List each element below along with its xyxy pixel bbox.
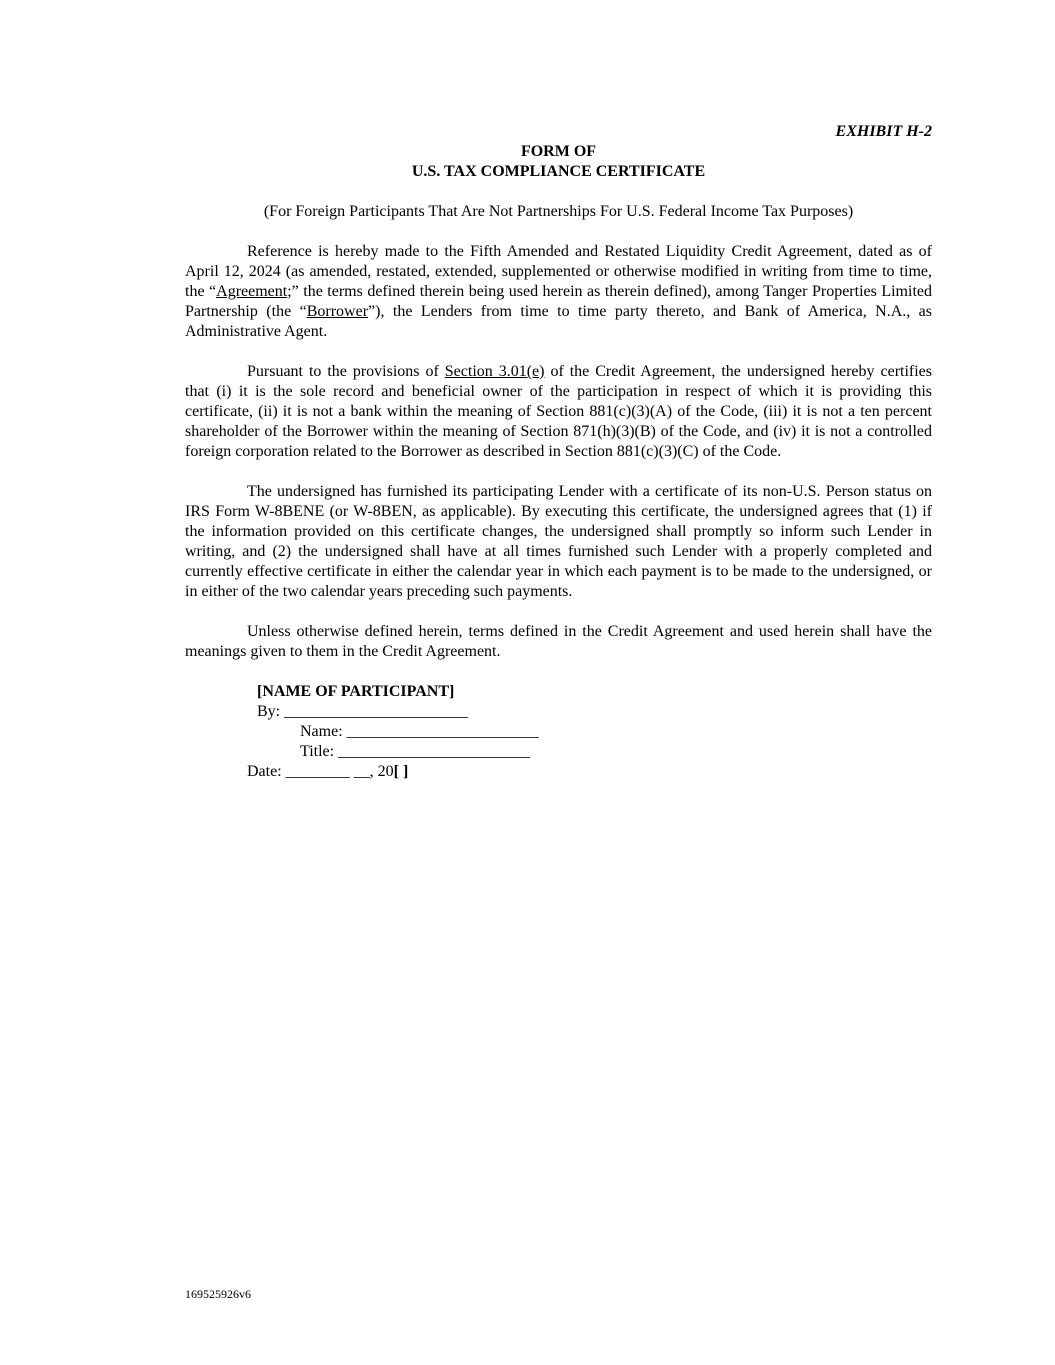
para1-text-2: ;” the terms defined therein being used herein as therein defined), among Tanger Properties Limited Partnership (the “ — [185, 283, 932, 320]
by-signature-line: By: _______________________ — [257, 703, 469, 720]
paragraph-definitions: Unless otherwise defined herein, terms defined in the Credit Agreement and used herein shall have the meanings given to them in the Credit Agreement. — [185, 623, 932, 660]
form-of-heading: FORM OF — [520, 143, 597, 160]
document-id-footer: 169525926v6 — [185, 1287, 251, 1301]
participant-name-label: [NAME OF PARTICIPANT] — [257, 683, 455, 700]
para1-text-1: Reference is hereby made to the Fifth Amended and Restated Liquidity Credit Agreement, dated as of April 12, 2024 (as amended, restated, extended, supplemented or otherwise modified in writing from time to time, the “ — [185, 243, 932, 300]
paragraph-certification — [185, 362, 932, 462]
para2-text-2: of the Credit Agreement, the undersigned hereby certifies that (i) it is the sole record and beneficial owner of the participation in respect of which it is providing this certificate, (ii) it is not a bank within the meaning of Section 881(c)(3)(A) of the Code, (iii) it is not a ten percent shareholder of the Borrower within the meaning of Section 871(h)(3)(B) of the Code, and (iv) it is not a controlled foreign corporation related to the Borrower as described in Section 881(c)(3)(C) of the Code. — [185, 363, 933, 460]
section-reference: Section 3.01(e) — [444, 363, 545, 380]
agreement-defined-term: Agreement — [216, 283, 288, 300]
document-page — [185, 122, 932, 782]
exhibit-label: EXHIBIT H-2 — [835, 123, 932, 140]
certificate-title: U.S. TAX COMPLIANCE CERTIFICATE — [411, 163, 706, 180]
paragraph-reference — [185, 242, 932, 342]
certificate-subtitle: (For Foreign Participants That Are Not Partnerships For U.S. Federal Income Tax Purposes) — [263, 203, 854, 220]
para1-text-3: ”), the Lenders from time to time party thereto, and Bank of America, N.A., as Administrative Agent. — [185, 303, 932, 340]
date-line — [185, 762, 932, 782]
name-line: Name: ________________________ — [300, 723, 539, 740]
para2-text-1: Pursuant to the provisions of — [247, 363, 445, 380]
paragraph-undertaking: The undersigned has furnished its participating Lender with a certificate of its non-U.S. Person status on IRS Form W-8BENE (or W-8BEN, as applicable). By executing this certificate, the undersigned agrees that (1) if the information provided on this certificate changes, the undersigned shall promptly so inform such Lender in writing, and (2) the undersigned shall have at all times furnished such Lender with a properly completed and currently effective certificate in either the calendar year in which each payment is to be made to the undersigned, or in either of the two calendar years preceding such payments. — [185, 483, 932, 600]
signature-block — [185, 682, 932, 782]
date-year-bracket: [ ] — [393, 763, 409, 780]
date-line-text: Date: ________ __, 20 — [247, 763, 394, 780]
borrower-defined-term: Borrower — [306, 303, 369, 320]
title-line: Title: ________________________ — [300, 743, 531, 760]
